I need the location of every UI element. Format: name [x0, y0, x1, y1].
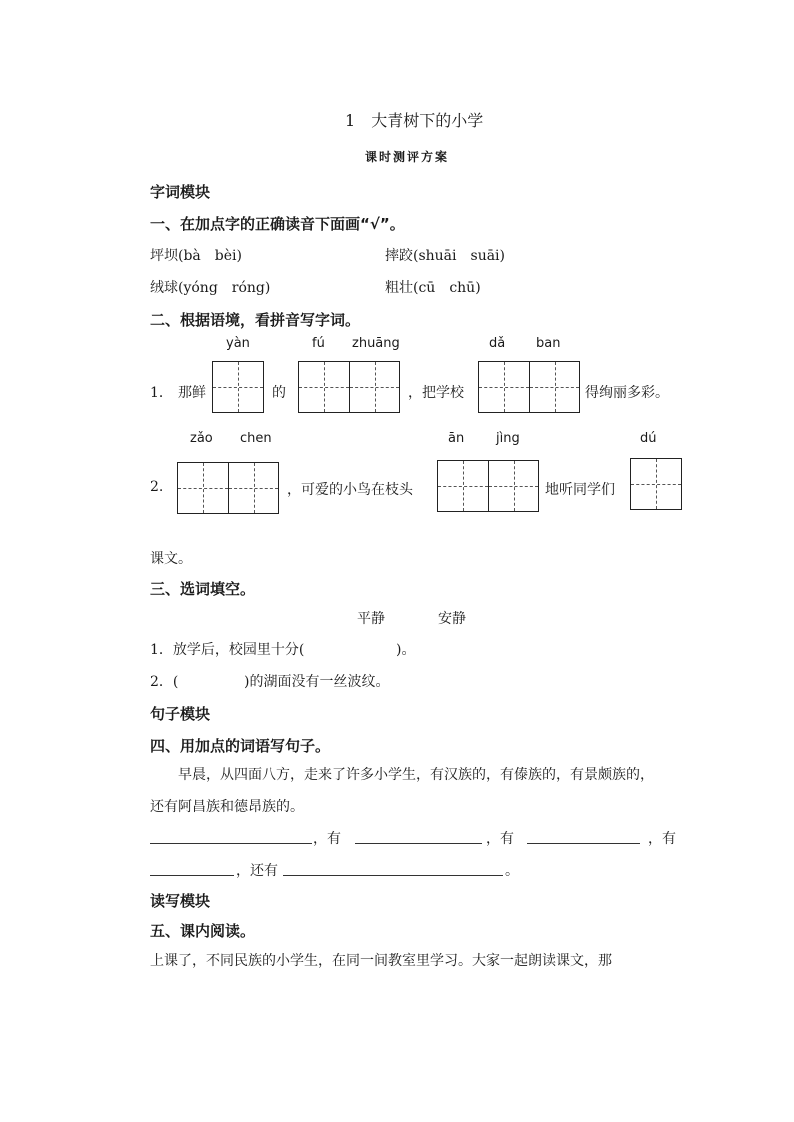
module-heading-words: 字词模块	[150, 183, 211, 201]
q3-s1-before: 1．放学后，校园里十分(	[150, 642, 305, 658]
q2-s2-text-1: ，可爱的小鸟在枝头	[287, 482, 413, 498]
q2-s1-text-4: 得绚丽多彩。	[585, 385, 669, 401]
q3-word-2: 安静	[438, 611, 466, 627]
q2-s1-text-2: 的	[272, 385, 286, 401]
q2-s2-text-3: 课文。	[150, 551, 192, 567]
answer-line-2[interactable]	[355, 843, 482, 844]
q3-heading: 三、选词填空。	[150, 580, 256, 598]
writing-grid-fuzhuang[interactable]	[298, 361, 400, 413]
q1-item-1: 坪坝(bà bèi)	[150, 248, 242, 264]
module-heading-sentences: 句子模块	[150, 705, 211, 723]
writing-grid-daban[interactable]	[478, 361, 580, 413]
q2-s1-pinyin-5: ban	[536, 336, 561, 351]
lesson-number: 1	[345, 111, 356, 130]
writing-grid-anjing[interactable]	[437, 460, 539, 512]
q4-fill-end: 。	[505, 863, 519, 879]
q2-s2-pinyin-2: chen	[240, 431, 272, 446]
q2-s1-pinyin-4: dǎ	[489, 336, 506, 351]
q4-passage-line-2: 还有阿昌族和德昂族的。	[150, 799, 304, 815]
page-subtitle: 课时测评方案	[365, 150, 450, 164]
answer-line-3[interactable]	[527, 843, 640, 844]
page-title	[345, 108, 483, 131]
q1-item-3: 绒球(yóng róng)	[150, 280, 271, 296]
q2-s1-text-3: ，把学校	[408, 385, 464, 401]
q3-s2-before: 2．(	[150, 674, 179, 690]
q3-s1-after: )。	[396, 642, 416, 658]
q2-s1-pinyin-3: zhuāng	[352, 336, 400, 351]
q4-fill-conn-1: ，有	[313, 831, 341, 847]
q2-s2-pinyin-1: zǎo	[190, 431, 213, 446]
q2-s1-text-1: 那鲜	[178, 385, 206, 401]
q2-s2-pinyin-3: ān	[448, 431, 465, 446]
q1-item-2: 摔跤(shuāi suāi)	[385, 248, 505, 264]
q5-heading: 五、课内阅读。	[150, 922, 256, 940]
writing-grid-yan[interactable]	[212, 361, 264, 413]
q4-passage-line-1: 早晨，从四面八方，走来了许多小学生，有汉族的，有傣族的，有景颇族的，	[178, 767, 654, 783]
lesson-title: 大青树下的小学	[371, 111, 484, 130]
q4-heading: 四、用加点的词语写句子。	[150, 737, 331, 755]
answer-line-4[interactable]	[150, 875, 234, 876]
q3-s2-after: )的湖面没有一丝波纹。	[244, 674, 390, 690]
q2-s2-number: 2.	[150, 479, 164, 495]
q1-item-4: 粗壮(cū chū)	[385, 280, 481, 296]
q2-heading: 二、根据语境，看拼音写字词。	[150, 311, 361, 329]
q4-fill-conn-2: ，有	[486, 831, 514, 847]
answer-line-1[interactable]	[150, 843, 312, 844]
q2-s2-pinyin-4: jìng	[496, 431, 520, 446]
q1-heading: 一、在加点字的正确读音下面画“√”。	[150, 215, 405, 233]
q2-s1-pinyin-1: yàn	[226, 336, 250, 351]
answer-line-5[interactable]	[283, 875, 503, 876]
q4-fill-conn-4: ，还有	[236, 863, 278, 879]
q2-s1-pinyin-2: fú	[312, 336, 325, 351]
q3-word-1: 平静	[357, 611, 385, 627]
q2-s1-number: 1．	[150, 385, 173, 401]
module-heading-reading: 读写模块	[150, 892, 211, 910]
q2-s2-text-2: 地听同学们	[545, 482, 615, 498]
q2-s2-pinyin-5: dú	[640, 431, 657, 446]
q4-fill-conn-3: ，有	[648, 831, 676, 847]
writing-grid-du[interactable]	[630, 458, 682, 510]
writing-grid-zaochen[interactable]	[177, 462, 279, 514]
q5-passage-line-1: 上课了，不同民族的小学生，在同一间教室里学习。大家一起朗读课文，那	[150, 953, 612, 969]
